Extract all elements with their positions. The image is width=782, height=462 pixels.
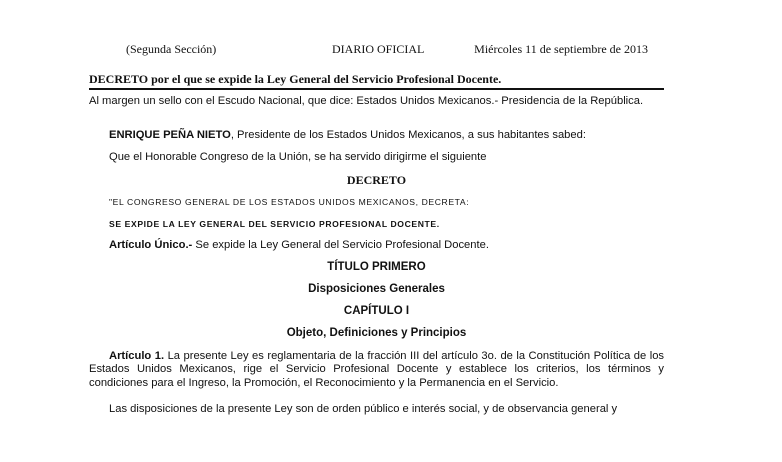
margin-note-paragraph: Al margen un sello con el Escudo Nacional, que dice: Estados Unidos Mexicanos.- Presidencia de la República. [89, 95, 644, 107]
articulo-unico-label: Artículo Único.- [109, 239, 193, 251]
articulo1-paragraph [89, 350, 664, 390]
president-paragraph [89, 129, 664, 142]
capitulo-heading: CAPÍTULO I [343, 305, 410, 317]
articulo1-label: Artículo 1. [109, 350, 165, 362]
se-expide-line: SE EXPIDE LA LEY GENERAL DEL SERVICIO PROFESIONAL DOCENTE. [109, 219, 440, 229]
disposiciones-paragraph: Las disposiciones de la presente Ley son de orden público e interés social, y de observancia general y [109, 403, 618, 415]
president-rest: , Presidente de los Estados Unidos Mexicanos, a sus habitantes sabed: [230, 129, 586, 141]
objeto-heading: Objeto, Definiciones y Principios [286, 327, 467, 339]
page-header [118, 42, 648, 60]
decree-title: DECRETO por el que se expide la Ley General del Servicio Profesional Docente. [89, 72, 502, 86]
titulo-heading: TÍTULO PRIMERO [327, 261, 426, 273]
articulo1-text: La presente Ley es reglamentaria de la fracción III del artículo 3o. de la Constitución Política de los Estados Unidos Mexicanos, rige el Servicio Profesional Docente y establece los criterios, los términos y condiciones para el Ingreso, la Promoción, el Reconocimiento y la Permanencia en el Servicio. [89, 350, 665, 389]
decreto-heading: DECRETO [346, 173, 407, 187]
header-date: Miércoles 11 de septiembre de 2013 [474, 42, 648, 56]
articulo-unico-paragraph [89, 239, 664, 252]
congress-paragraph: Que el Honorable Congreso de la Unión, se ha servido dirigirme el siguiente [109, 151, 487, 163]
articulo-unico-text: Se expide la Ley General del Servicio Profesional Docente. [192, 239, 489, 251]
disposiciones-heading: Disposiciones Generales [308, 283, 445, 295]
congress-decrees-line: "EL CONGRESO GENERAL DE LOS ESTADOS UNIDOS MEXICANOS, DECRETA: [109, 197, 470, 207]
president-name: ENRIQUE PEÑA NIETO [109, 129, 231, 141]
header-section: (Segunda Sección) [126, 42, 217, 56]
title-rule [89, 88, 664, 90]
header-publication: DIARIO OFICIAL [332, 42, 425, 56]
